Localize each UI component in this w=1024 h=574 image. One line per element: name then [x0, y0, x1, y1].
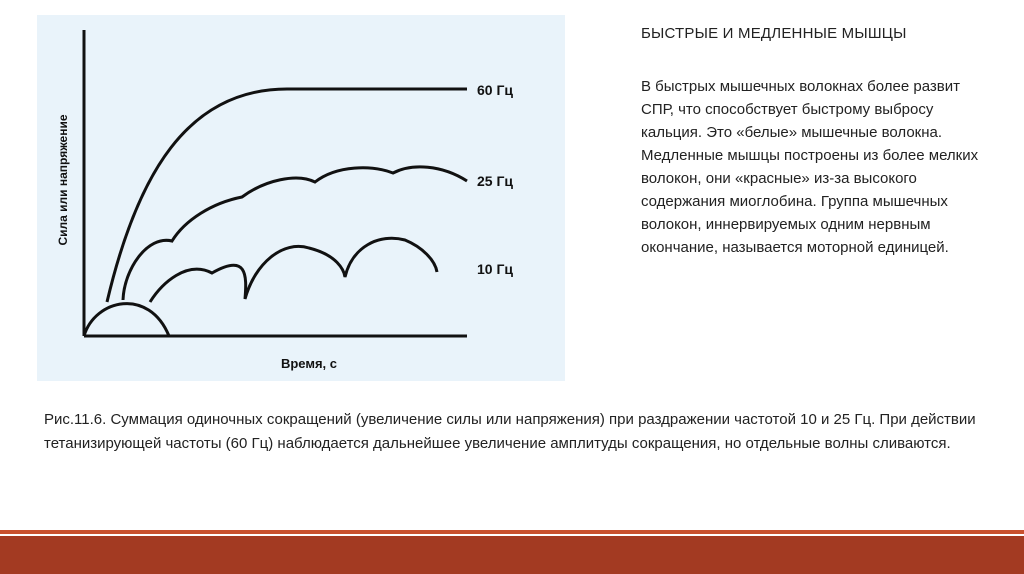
- curve-label-60hz: 60 Гц: [477, 82, 514, 98]
- figure-panel: [37, 15, 565, 381]
- figure-caption: Рис.11.6. Суммация одиночных сокращений (увеличение силы или напряжения) при раздражении частотой 10 и 25 Гц. При действии тетанизирующей частоты (60 Гц) наблюдается дальнейшее увеличение амплитуды сокращения, но отдельные волны сливаются.: [44, 411, 976, 452]
- curve-10hz: [150, 238, 437, 302]
- curve-25hz: [123, 167, 467, 300]
- x-axis-label: Время, с: [280, 356, 338, 371]
- summation-diagram: [37, 15, 565, 381]
- curve-label-25hz: 25 Гц: [477, 173, 514, 189]
- footer-thick-stripe: [0, 536, 1024, 574]
- y-axis-label: Сила или напряжение: [56, 114, 70, 246]
- slide-body-text: В быстрых мышечных волокнах более развит СПР, что способствует быстрому выбросу кальция. Это «белые» мышечные волокна. Медленные мышцы построены из более мелких волокон, они «красные» из-за высокого содержания миоглобина. Группа мышечных волокон, иннервируемых одним нервным окончание, называется моторной единицей.: [641, 78, 979, 256]
- footer-bar: [0, 530, 1024, 574]
- single-twitch-curve: [84, 304, 169, 336]
- curve-60hz: [107, 89, 467, 302]
- footer-thin-stripe: [0, 530, 1024, 534]
- slide-title: БЫСТРЫЕ И МЕДЛЕННЫЕ МЫШЦЫ: [641, 25, 907, 42]
- curve-label-10hz: 10 Гц: [477, 261, 514, 277]
